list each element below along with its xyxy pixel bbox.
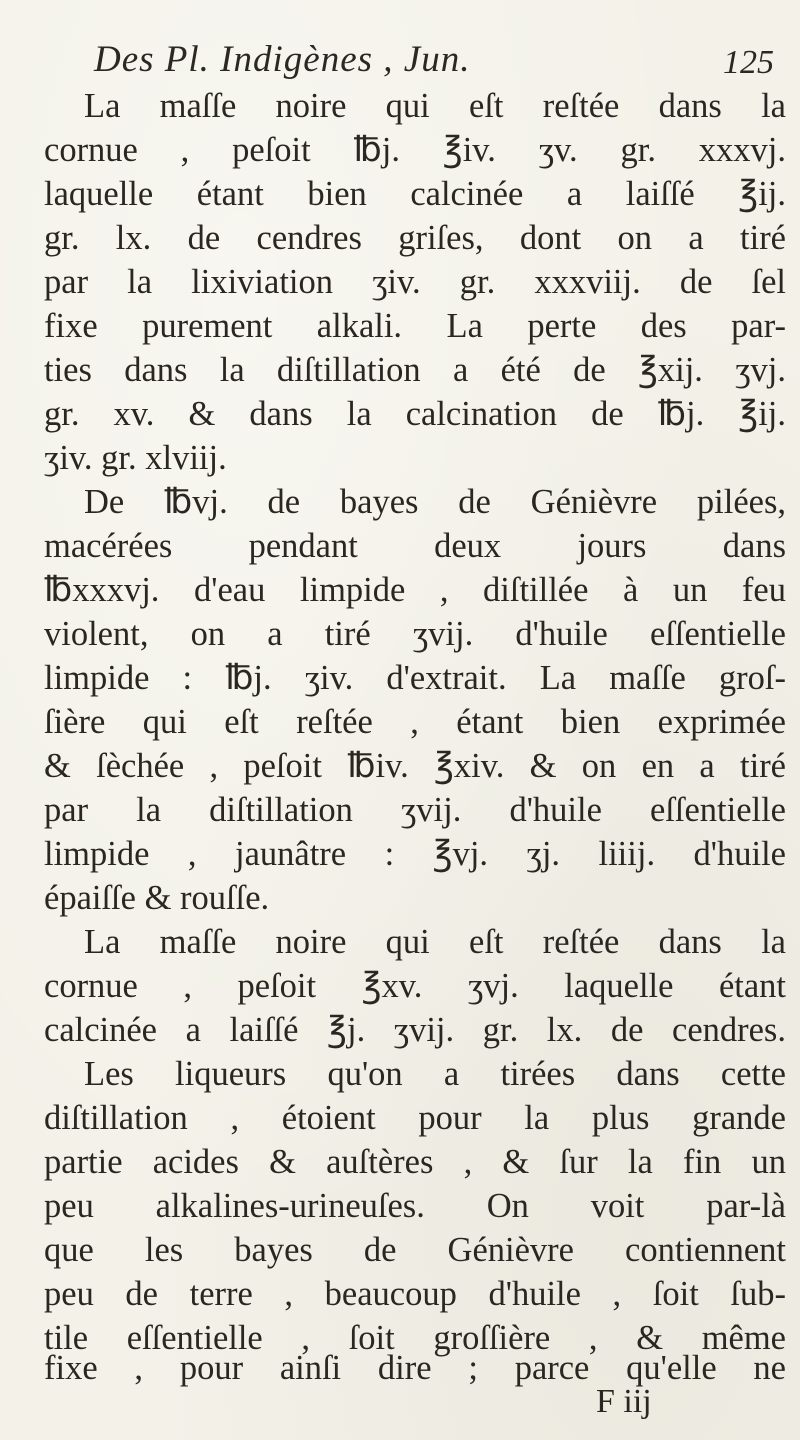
text-line: peu de terre , beaucoup d'huile , ſoit ſub- bbox=[44, 1275, 786, 1313]
text-line: ties dans la diſtillation a été de ℥xij. ʒvj. bbox=[44, 351, 786, 389]
text-line: limpide : ℔j. ʒiv. d'extrait. La maſſe groſ- bbox=[44, 659, 786, 697]
text-line: ʒiv. gr. xlviij. bbox=[44, 439, 227, 477]
text-line: fixe purement alkali. La perte des par- bbox=[44, 307, 786, 345]
page-number: 125 bbox=[723, 44, 774, 81]
text-line: par la diſtillation ʒvij. d'huile eſſentielle bbox=[44, 791, 786, 829]
text-line: & ſèchée , peſoit ℔iv. ℥xiv. & on en a tiré bbox=[44, 747, 786, 785]
text-line: Les liqueurs qu'on a tirées dans cette bbox=[84, 1055, 786, 1093]
running-title: Des Pl. Indigènes , Jun. bbox=[94, 39, 471, 80]
text-line: La maſſe noire qui eſt reſtée dans la bbox=[84, 923, 786, 961]
text-line: tile eſſentielle , ſoit groſſière , & même bbox=[44, 1319, 786, 1357]
text-line: macérées pendant deux jours dans bbox=[44, 527, 786, 565]
text-line: diſtillation , étoient pour la plus grande bbox=[44, 1099, 786, 1137]
text-line: ℔xxxvj. d'eau limpide , diſtillée à un feu bbox=[44, 571, 786, 609]
text-line: peu alkalines-urineuſes. On voit par-là bbox=[44, 1187, 786, 1225]
text-line: gr. xv. & dans la calcination de ℔j. ℥ij. bbox=[44, 395, 786, 433]
text-line: par la lixiviation ʒiv. gr. xxxviij. de ſel bbox=[44, 263, 786, 301]
text-line: partie acides & auſtères , & ſur la fin un bbox=[44, 1143, 786, 1181]
text-line: La maſſe noire qui eſt reſtée dans la bbox=[84, 87, 786, 125]
text-line: ſière qui eſt reſtée , étant bien exprimée bbox=[44, 703, 786, 741]
text-line: violent, on a tiré ʒvij. d'huile eſſentielle bbox=[44, 615, 786, 653]
text-line: laquelle étant bien calcinée a laiſſé ℥ij. bbox=[44, 175, 786, 213]
signature-mark: F iij bbox=[596, 1383, 652, 1420]
text-line: De ℔vj. de bayes de Génièvre pilées, bbox=[84, 483, 786, 521]
text-line: gr. lx. de cendres griſes, dont on a tiré bbox=[44, 219, 786, 257]
text-line: que les bayes de Génièvre contiennent bbox=[44, 1231, 786, 1269]
text-line: limpide , jaunâtre : ℥vj. ʒj. liiij. d'huile bbox=[44, 835, 786, 873]
text-line: calcinée a laiſſé ℥j. ʒvij. gr. lx. de cendres. bbox=[44, 1011, 786, 1049]
text-line: épaiſſe & rouſſe. bbox=[44, 879, 270, 917]
text-line: fixe , pour ainſi dire ; parce qu'elle ne bbox=[44, 1349, 786, 1387]
text-line: cornue , peſoit ℥xv. ʒvj. laquelle étant bbox=[44, 967, 786, 1005]
text-line: cornue , peſoit ℔j. ℥iv. ʒv. gr. xxxvj. bbox=[44, 131, 786, 169]
